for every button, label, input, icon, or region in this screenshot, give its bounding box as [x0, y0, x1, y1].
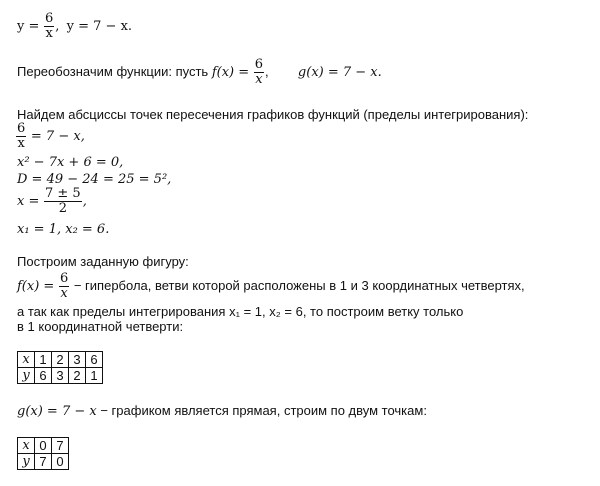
table-row — [18, 454, 69, 470]
solve-eq4-comma: , — [82, 193, 87, 209]
solve-eq1-fraction — [16, 122, 26, 151]
solve-eq5: x₁ = 1, x₂ = 6. — [17, 222, 110, 237]
rename-comma: , — [265, 63, 269, 79]
table-cell: 3 — [69, 352, 86, 368]
solve-heading: Найдем абсциссы точек пересечения графиков функций (пределы интегрирования): — [17, 107, 529, 122]
table-cell: 7 — [52, 438, 69, 454]
build-line3: в 1 координатной четверти: — [17, 319, 184, 334]
build-line2: а так как пределы интегрирования x₁ = 1, x₂ = 6, то построим ветку только — [17, 304, 464, 319]
intro-fraction — [44, 12, 54, 41]
line-rest: − графиком является прямая, строим по двум точкам: — [100, 403, 427, 418]
table-cell: 2 — [52, 352, 69, 368]
solve-eq4-den: 2 — [58, 201, 67, 216]
solve-eq1 — [17, 122, 85, 151]
table-cell: 6 — [35, 368, 52, 384]
rename-fraction-num: 6 — [254, 57, 264, 72]
build-fraction-num: 6 — [59, 271, 69, 286]
table-row-label: y — [18, 454, 35, 470]
table-row-label: x — [18, 352, 35, 368]
rename-fraction — [254, 58, 264, 87]
table-row — [18, 438, 69, 454]
solve-eq3: D = 49 − 24 = 25 = 5², — [17, 172, 172, 187]
table-cell: 3 — [52, 368, 69, 384]
solve-eq1-rest: = 7 − x, — [30, 128, 85, 144]
table-cell: 0 — [52, 454, 69, 470]
rename-text: Переобозначим функции: пусть — [17, 63, 209, 79]
table-row — [18, 368, 103, 384]
table-row-label: y — [18, 368, 35, 384]
solve-eq4-lhs: x = — [17, 193, 40, 209]
table-cell: 2 — [69, 368, 86, 384]
rename-f-label: f(x) = — [211, 64, 250, 80]
intro-line — [17, 12, 132, 41]
intro-second: y = 7 − x. — [66, 18, 133, 34]
solve-eq1-den: x — [17, 136, 25, 151]
build-fraction-den: x — [60, 286, 68, 301]
build-heading: Построим заданную фигуру: — [17, 254, 189, 269]
intro-y-label: y = — [17, 18, 40, 34]
rename-fraction-den: x — [255, 72, 263, 87]
table-row-label: x — [18, 438, 35, 454]
line-description — [17, 403, 427, 419]
solve-eq4-fraction — [44, 187, 82, 216]
intro-sep: , — [55, 18, 60, 34]
intro-fraction-num: 6 — [45, 11, 54, 26]
intro-fraction-den: x — [45, 26, 53, 41]
solve-eq2: x² − 7x + 6 = 0, — [17, 155, 124, 170]
rename-g-label: g(x) = 7 − x. — [297, 64, 382, 80]
solve-eq4-num: 7 ± 5 — [44, 186, 81, 201]
table-cell: 1 — [86, 368, 103, 384]
rename-line — [17, 58, 382, 87]
table-cell: 0 — [35, 438, 52, 454]
table-cell: 1 — [35, 352, 52, 368]
values-table-1 — [17, 351, 103, 384]
build-line1 — [17, 272, 525, 301]
solve-eq4 — [17, 187, 87, 216]
table-cell: 7 — [35, 454, 52, 470]
line-g: g(x) = 7 − x — [17, 404, 97, 419]
build-fraction — [59, 272, 69, 301]
values-table-2 — [17, 437, 69, 470]
build-f-label: f(x) = — [17, 278, 55, 294]
build-f-rest: − гипербола, ветви которой расположены в 1 и 3 координатных четвертях, — [73, 277, 525, 293]
table-cell: 6 — [86, 352, 103, 368]
solve-eq1-num: 6 — [17, 121, 26, 136]
table-row — [18, 352, 103, 368]
